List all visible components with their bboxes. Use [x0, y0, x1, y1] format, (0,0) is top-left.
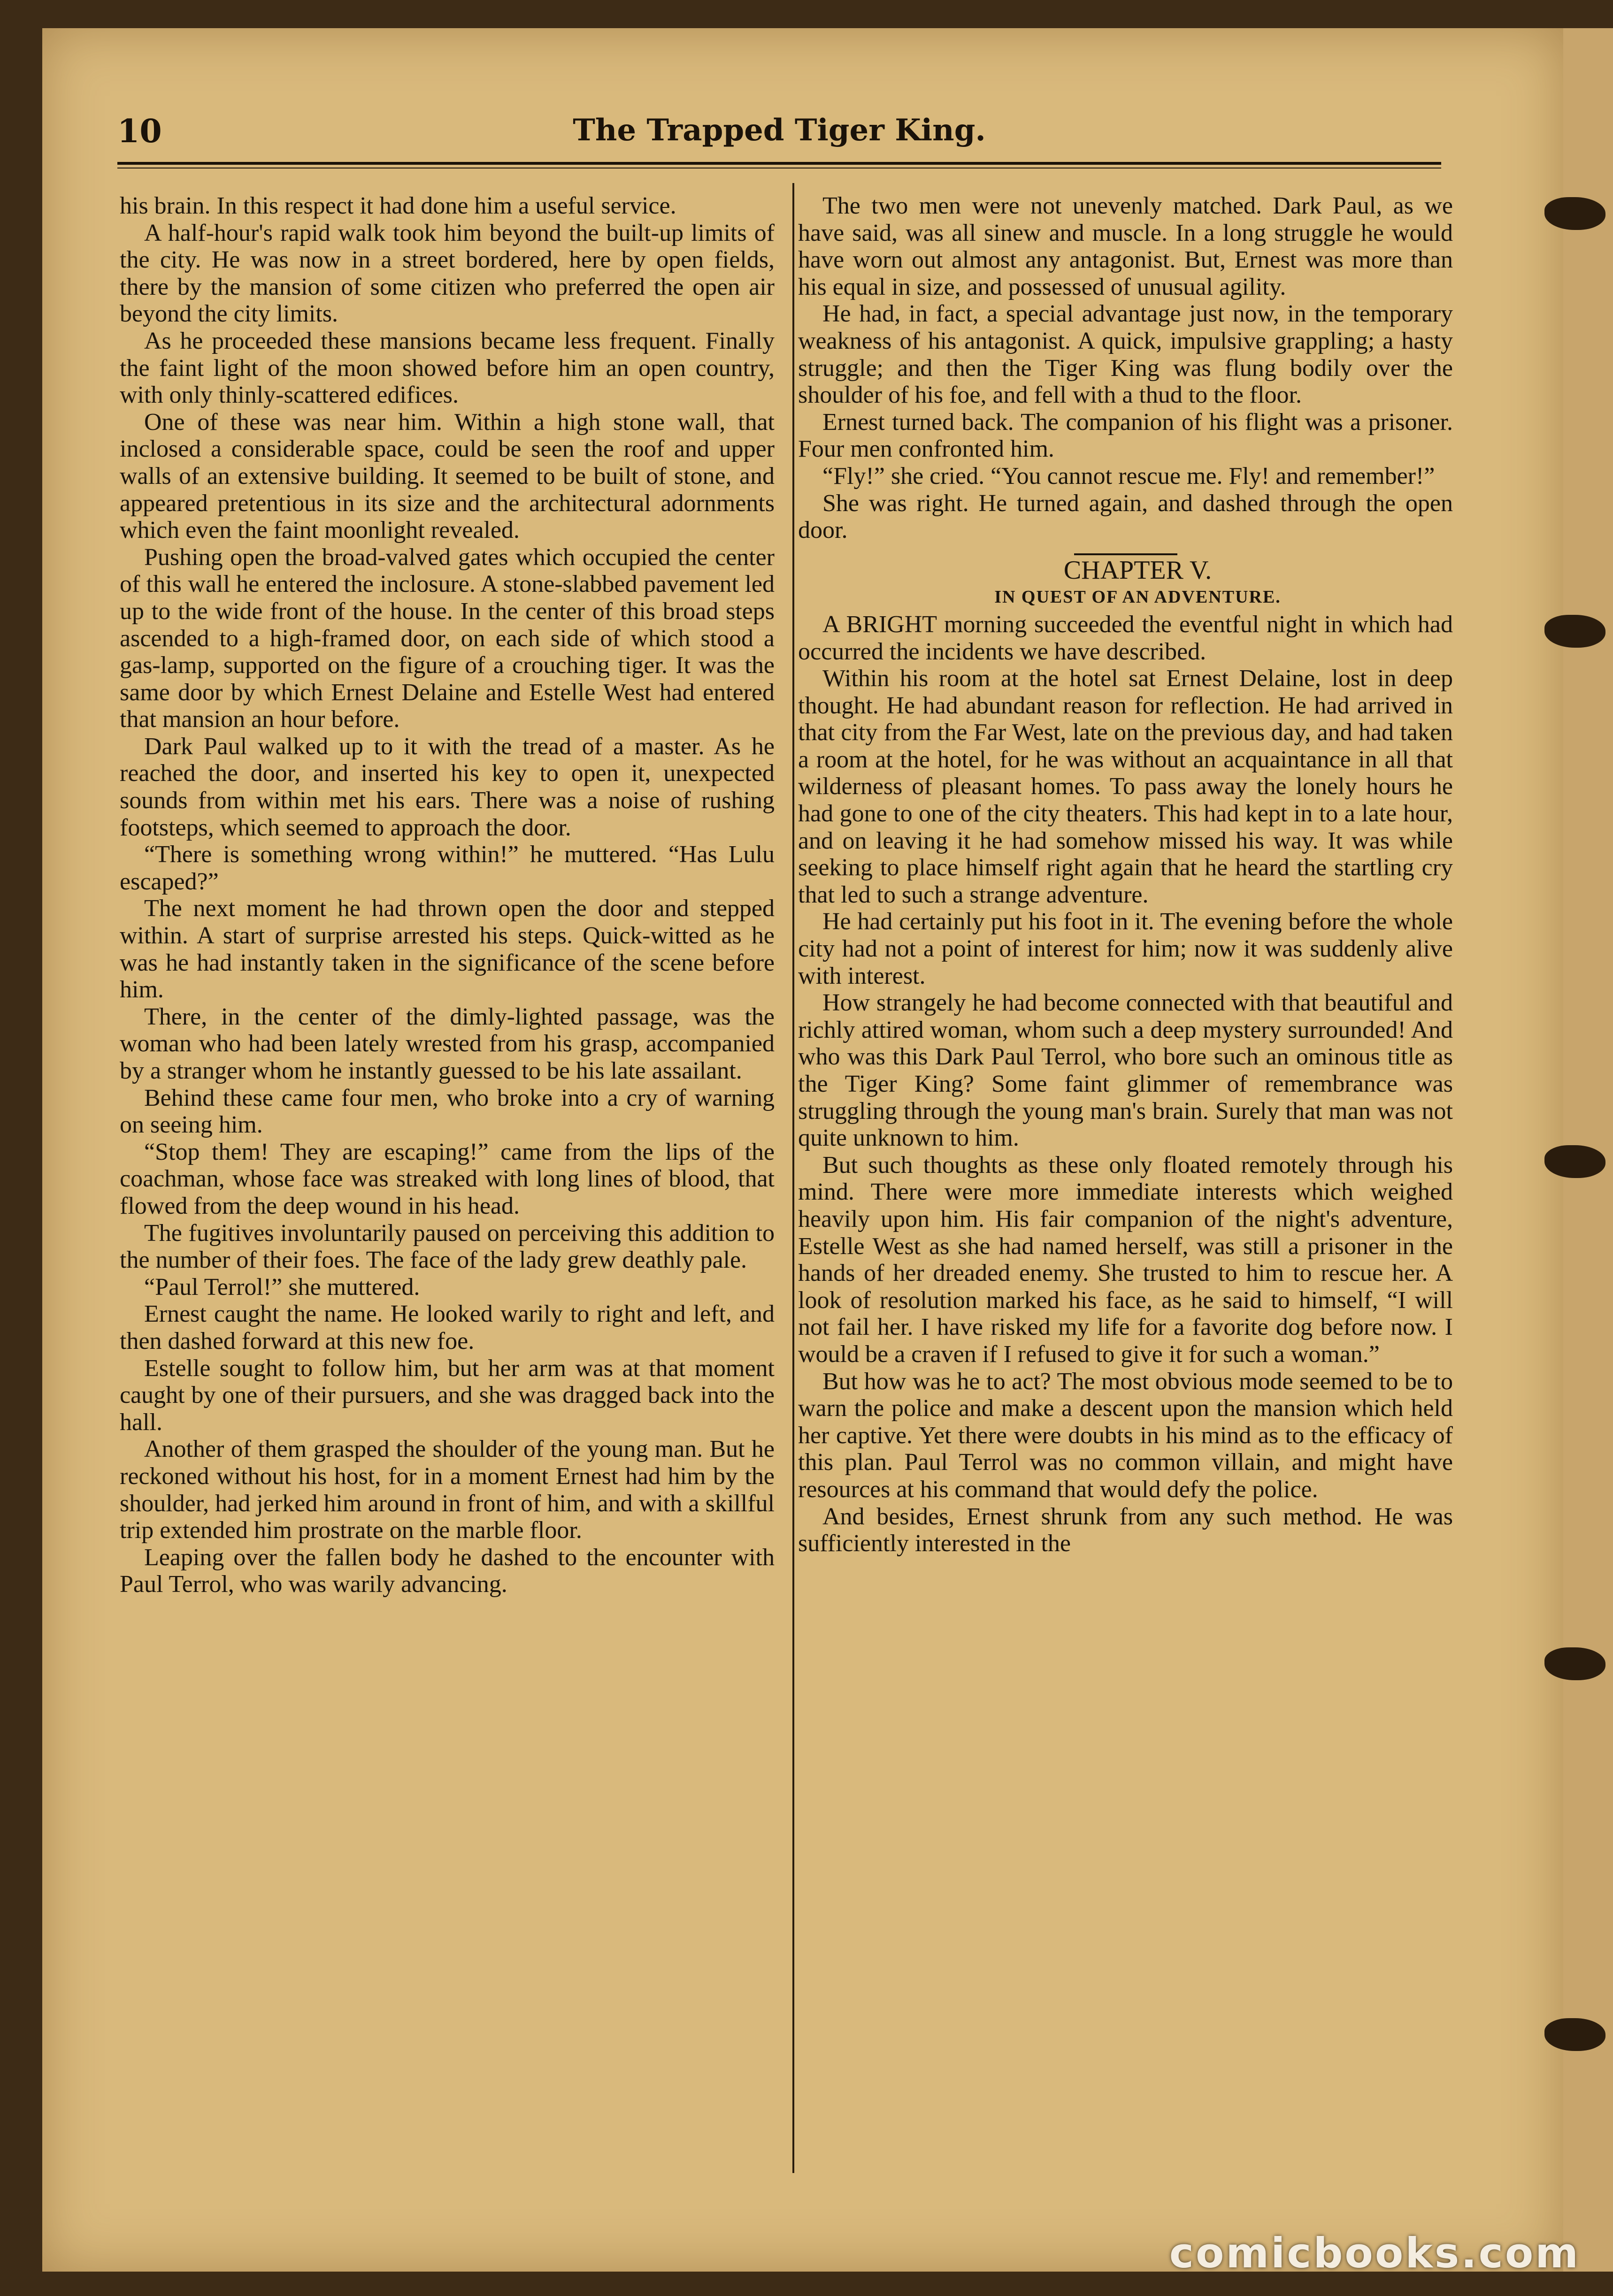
header-rule [117, 162, 1441, 165]
page-title: The Trapped Tiger King. [573, 113, 986, 148]
paragraph: his brain. In this respect it had done him a useful service. [120, 192, 676, 219]
paragraph: Estelle sought to follow him, but her arm was at that moment caught by one of their pursuers, and she was dragged back into the hall. [120, 1355, 775, 1436]
binding-stitch [1544, 2018, 1605, 2051]
paragraph: But such thoughts as these only floated remotely through his mind. There were more immediate interests which weighed heavily upon him. His fair companion of the night's adventure, Estelle West as she had named herself, was still a prisoner in the hands of her dreaded enemy. She trusted to him to rescue her. A look of resolution marked his face, as he said to himself, “I will not fail her. I have risked my life for a favorite dog before now. I would be a craven if I refused to give it for such a woman.” [798, 1151, 1453, 1368]
paragraph: There, in the center of the dimly-lighted passage, was the woman who had been lately wrested from his grasp, accompanied by a stranger whom he instantly guessed to be his late assailant. [120, 1003, 775, 1084]
page-header [117, 103, 1441, 155]
column-divider [792, 183, 794, 2173]
paragraph: Behind these came four men, who broke into a cry of warning on seeing him. [120, 1084, 775, 1139]
paragraph: A half-hour's rapid walk took him beyond the built-up limits of the city. He was now in a street bordered, here by open fields, there by the mansion of some citizen who preferred the open air beyond the city limits. [120, 219, 775, 328]
paragraph: Leaping over the fallen body he dashed to the encounter with Paul Terrol, who was warily advancing. [120, 1544, 775, 1598]
paragraph: “Paul Terrol!” she muttered. [144, 1273, 420, 1301]
paragraph: Another of them grasped the shoulder of the young man. But he reckoned without his host, for in a moment Ernest had him by the shoulder, had jerked him around in front of him, and with a skillful trip extended him prostrate on the marble floor. [120, 1436, 775, 1544]
paragraph: But how was he to act? The most obvious mode seemed to be to warn the police and make a descent upon the mansion which held her captive. Yet there were doubts in his mind as to the efficacy of this plan. Paul Terrol was no common villain, and might have resources at his command that would defy the police. [798, 1368, 1453, 1503]
right-column [798, 192, 1453, 1557]
page-number: 10 [117, 113, 162, 150]
paragraph: Ernest turned back. The companion of his flight was a prisoner. Four men confronted him. [798, 408, 1453, 463]
paragraph: Within his room at the hotel sat Ernest Delaine, lost in deep thought. He had abundant reason for reflection. He had arrived in that city from the Far West, late on the previous day, and had taken a room at the hotel, for he was without an acquaintance in all that wilderness of pleasant homes. To pass away the lonely hours he had gone to one of the city theaters. This had kept in to a late hour, and on leaving it he had somehow missed his way. It was while seeking to place himself right again that he heard the startling cry that led to such a strange adventure. [798, 665, 1453, 908]
paragraph: And besides, Ernest shrunk from any such method. He was sufficiently interested in the [798, 1503, 1453, 1557]
watermark: comicbooks.com [1169, 2229, 1580, 2277]
paragraph: He had certainly put his foot in it. The evening before the whole city had not a point of interest for him; now it was suddenly alive with interest. [798, 908, 1453, 989]
chapter-subtitle: IN QUEST OF AN ADVENTURE. [994, 587, 1281, 607]
paragraph: One of these was near him. Within a high stone wall, that inclosed a considerable space, could be seen the roof and upper walls of an extensive building. It seemed to be built of stone, and appeared pretentious in its size and the architectural adornments which even the faint moonlight revealed. [120, 408, 775, 544]
binding-stitch [1544, 1647, 1605, 1680]
paragraph: He had, in fact, a special advantage just now, in the temporary weakness of his antagonist. A quick, impulsive grappling; a hasty struggle; and then the Tiger King was flung bodily over the shoulder of his foe, and fell with a thud to the floor. [798, 300, 1453, 409]
paragraph: “Stop them! They are escaping!” came from the lips of the coachman, whose face was streaked with long lines of blood, that flowed from the deep wound in his head. [120, 1138, 775, 1219]
paragraph: Pushing open the broad-valved gates which occupied the center of this wall he entered the inclosure. A stone-slabbed pavement led up to the wide front of the house. In the center of this broad steps ascended to a high-framed door, on each side of which stood a gas-lamp, supported on the figure of a crouching tiger. It was the same door by which Ernest Delaine and Estelle West had entered that mansion an hour before. [120, 543, 775, 733]
left-column [120, 192, 775, 1598]
paragraph: Dark Paul walked up to it with the tread of a master. As he reached the door, and inserted his key to open it, unexpected sounds from within met his ears. There was a noise of rushing footsteps, which seemed to approach the door. [120, 733, 775, 841]
binding-stitch [1544, 1145, 1605, 1178]
paragraph: The next moment he had thrown open the door and stepped within. A start of surprise arrested his steps. Quick-witted as he was he had instantly taken in the significance of the scene before him. [120, 895, 775, 1003]
paragraph: A BRIGHT morning succeeded the eventful night in which had occurred the incidents we have described. [798, 611, 1453, 665]
paragraph: “Fly!” she cried. “You cannot rescue me. Fly! and remember!” [822, 462, 1435, 490]
paragraph: She was right. He turned again, and dashed through the open door. [798, 490, 1453, 544]
paragraph: The two men were not unevenly matched. Dark Paul, as we have said, was all sinew and muscle. In a long struggle he would have worn out almost any antagonist. But, Ernest was more than his equal in size, and possessed of unusual agility. [798, 192, 1453, 300]
paragraph: Ernest caught the name. He looked warily to right and left, and then dashed forward at this new foe. [120, 1301, 775, 1355]
chapter-rule [1074, 553, 1177, 555]
paragraph: How strangely he had become connected with that beautiful and richly attired woman, whom such a deep mystery surrounded! And who was this Dark Paul Terrol, who bore such an ominous title as the Tiger King? Some faint glimmer of remembrance was struggling through the young man's brain. Surely that man was not quite unknown to him. [798, 989, 1453, 1152]
binding-stitch [1544, 615, 1605, 648]
binding-stitch [1544, 197, 1605, 230]
chapter-heading: CHAPTER V. [1063, 555, 1212, 585]
paragraph: “There is something wrong within!” he muttered. “Has Lulu escaped?” [120, 841, 775, 895]
paragraph: As he proceeded these mansions became less frequent. Finally the faint light of the moon showed before him an open country, with only thinly-scattered edifices. [120, 327, 775, 409]
paragraph: The fugitives involuntarily paused on perceiving this addition to the number of their foes. The face of the lady grew deathly pale. [120, 1219, 775, 1274]
